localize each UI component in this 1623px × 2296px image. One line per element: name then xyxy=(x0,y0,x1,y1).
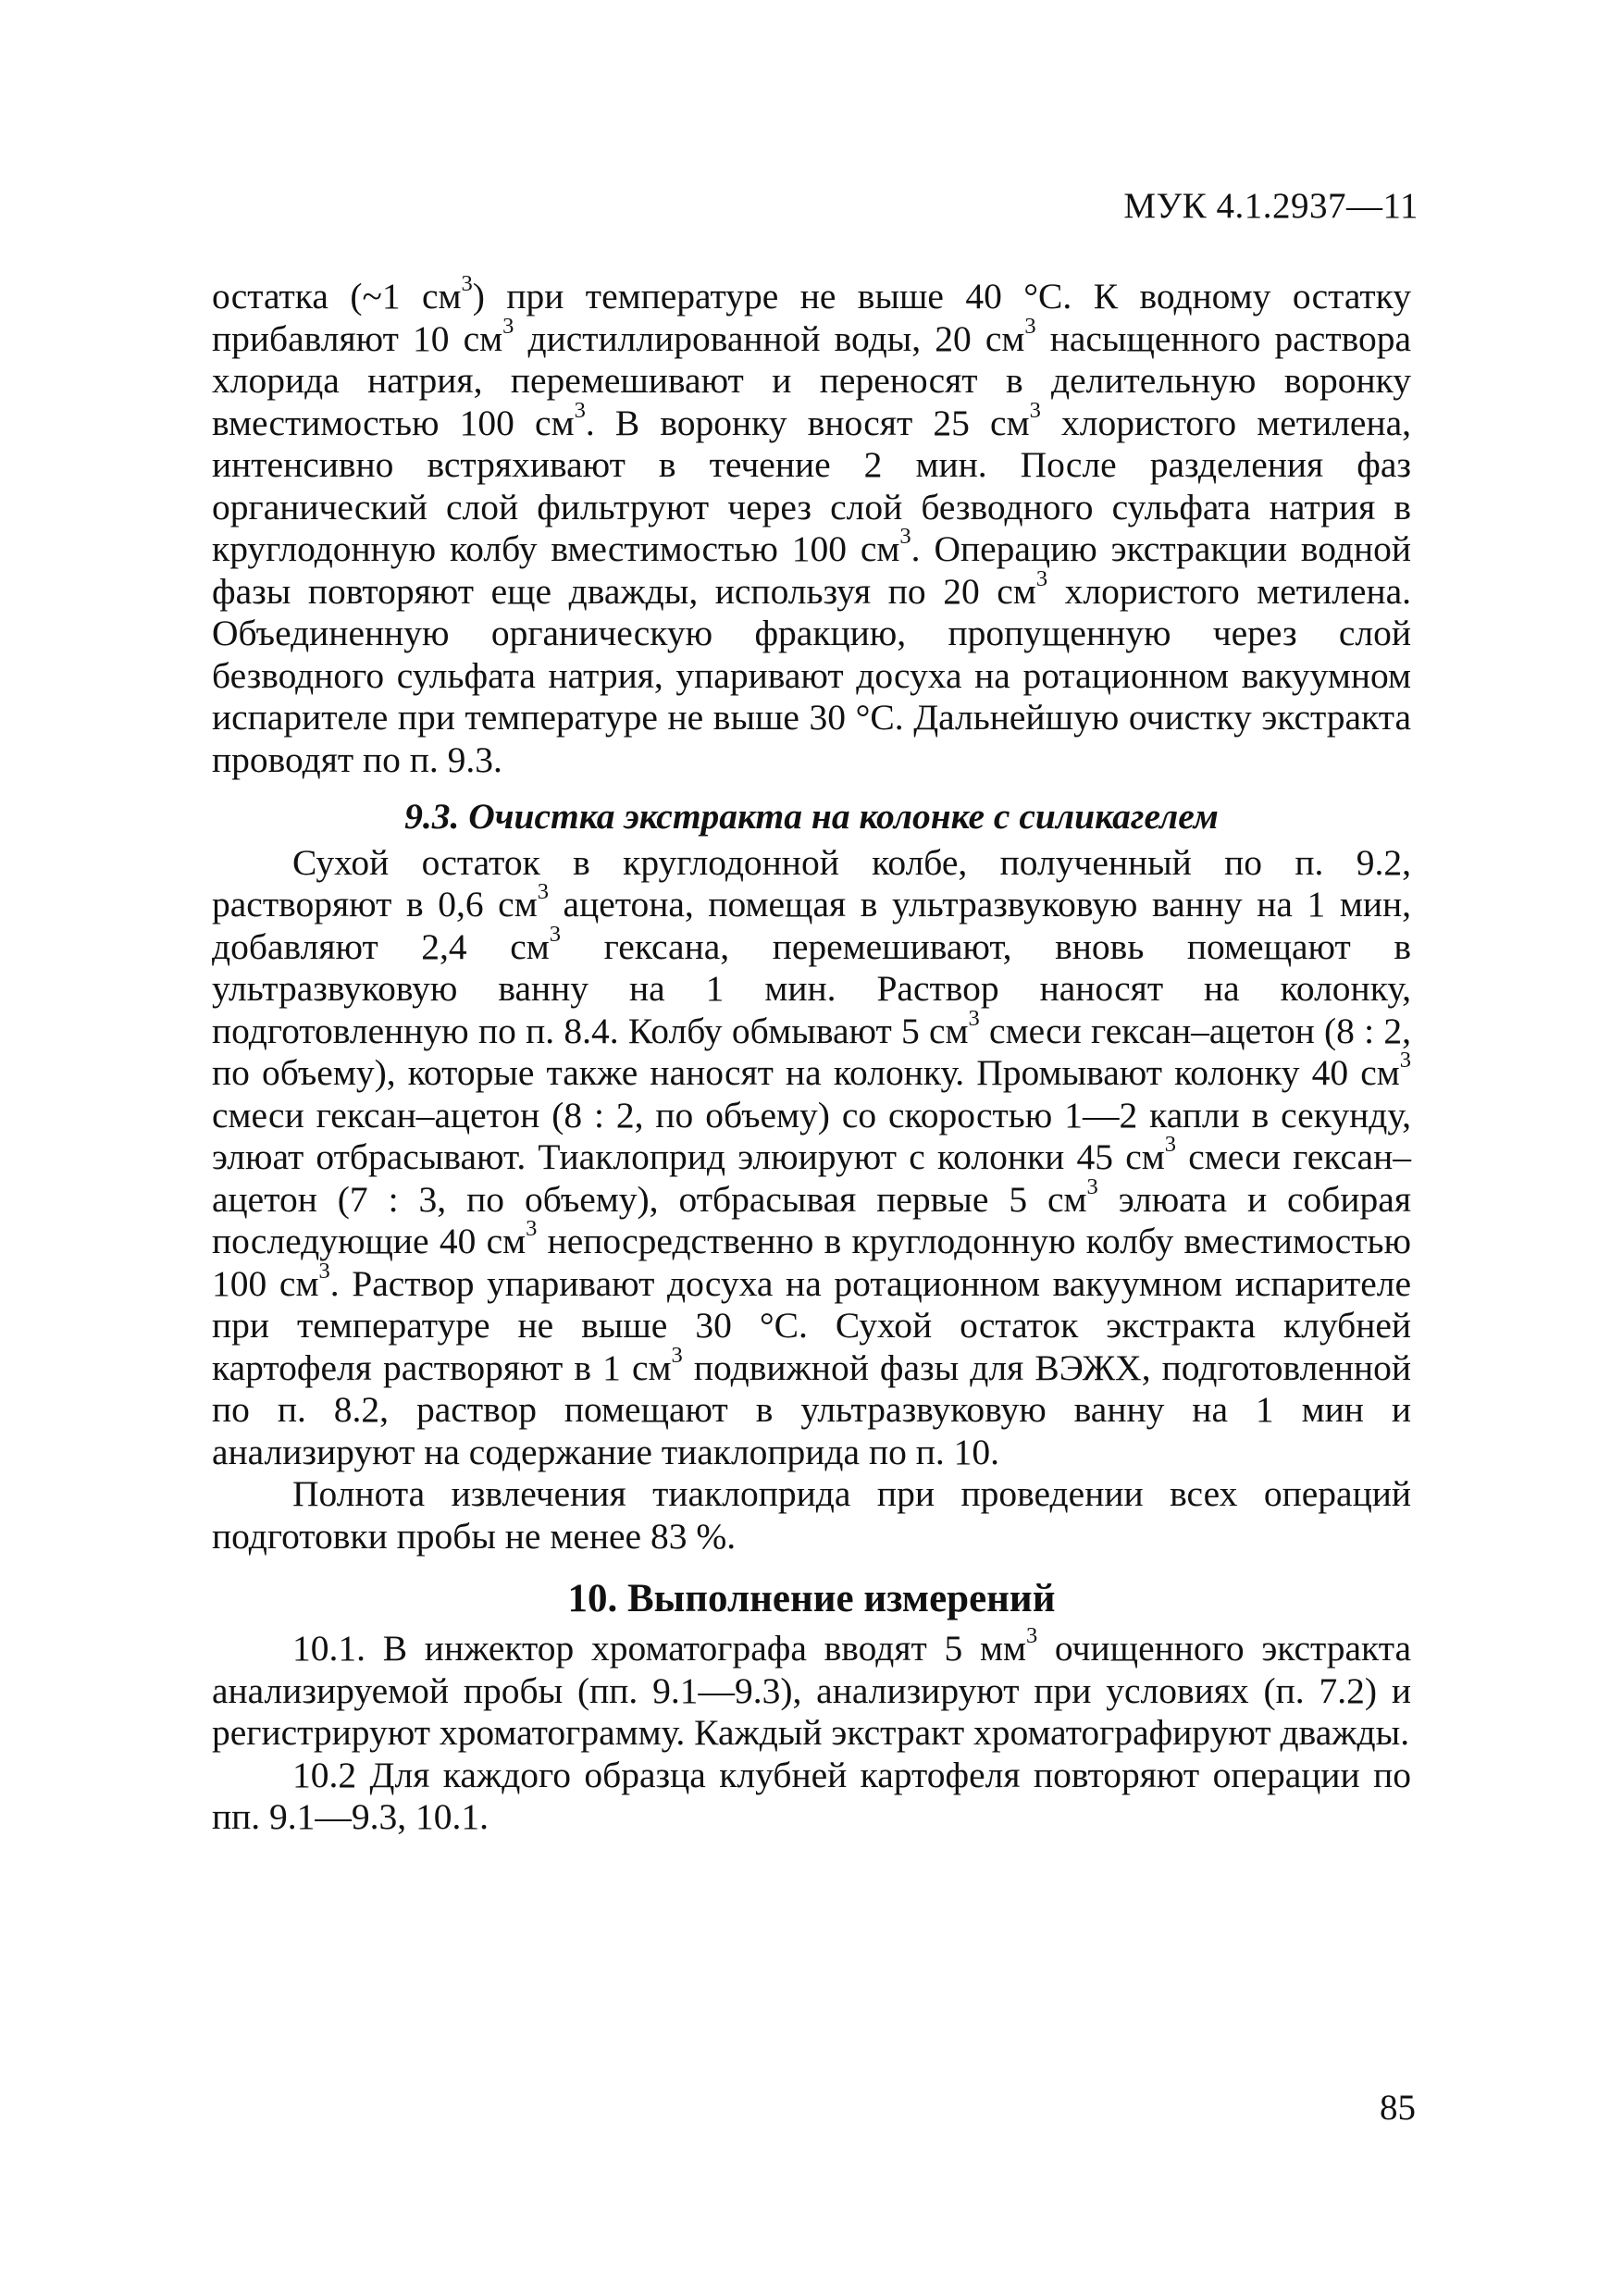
paragraph-10-2: 10.2 Для каждого образца клубней картофеля повторяют операции по пп. 9.1—9.3, 10.1. xyxy=(212,1754,1411,1837)
page-body xyxy=(212,271,1412,1839)
running-header: МУК 4.1.2937—11 xyxy=(1123,186,1419,226)
subheading-9-3: 9.3. Очистка экстракта на колонке с силикагелем xyxy=(404,796,1219,837)
paragraph-column-cleanup: Сухой остаток в круглодонной колбе, полученный по п. 9.2, растворяют в 0,6 $см^3$ ацетона, помещая в ультразвуковую ванну на 1 мин, добавляют 2,4 $см^3$ гексана, перемешивают, вновь помещают в ультразвуковую ванну на 1 мин. Раствор наносят на колонку, подготовленную по п. 8.4. Колбу обмывают 5 $см^3$ смеси гексан–ацетон (8 : 2, по объему), которые также наносят на колонку. Промывают колонку 40 $см^3$ смеси гексан–ацетон (8 : 2, по объему) со скоростью 1—2 капли в секунду, элюат отбрасывают. Тиаклоприд элюируют с колонки 45 $см^3$ смеси гексан–ацетон (7 : 3, по объему), отбрасывая первые 5 $см^3$ элюата и собирая последующие 40 $см^3$ непосредственно в круглодонную колбу вместимостью 100 $см^3$. Раствор упаривают досуха на ротационном вакуумном испарителе при температуре не выше 30 °С. Сухой остаток экстракта клубней картофеля растворяют в 1 $см^3$ подвижной фазы для ВЭЖХ, подготовленной по п. 8.2, раствор помещают в ультразвуковую ванну на 1 мин и анализируют на содержание тиаклоприда по п. 10. xyxy=(212,841,1411,1472)
page-number: 85 xyxy=(1380,2088,1416,2128)
paragraph-10-1: 10.1. В инжектор хроматографа вводят 5 $мм^3$ очищенного экстракта анализируемой пробы (пп. 9.1—9.3), анализируют при условиях (п. 7.2) и регистрируют хроматограмму. Каждый экстракт хроматографируют дважды. xyxy=(212,1623,1411,1753)
section-heading-10: 10. Выполнение измерений xyxy=(567,1577,1056,1620)
paragraph-recovery: Полнота извлечения тиаклоприда при проведении всех операций подготовки пробы не менее 83 %. xyxy=(212,1473,1411,1557)
paragraph-residue-extraction: остатка (~1 $см^3$) при температуре не выше 40 °С. К водному остатку прибавляют 10 $см^3$ дистиллированной воды, 20 $см^3$ насыщенного раствора хлорида натрия, перемешивают и переносят в делительную воронку вместимостью 100 $см^3$. В воронку вносят 25 $см^3$ хлористого метилена, интенсивно встряхивают в течение 2 мин. После разделения фаз органический слой фильтруют через слой безводного сульфата натрия в круглодонную колбу вместимостью 100 $см^3$. Операцию экстракции водной фазы повторяют еще дважды, используя по 20 $см^3$ хлористого метилена. Объединенную органическую фракцию, пропущенную через слой безводного сульфата натрия, упаривают досуха на ротационном вакуумном испарителе при температуре не выше 30 °С. Дальнейшую очистку экстракта проводят по п. 9.3. xyxy=(212,271,1412,780)
